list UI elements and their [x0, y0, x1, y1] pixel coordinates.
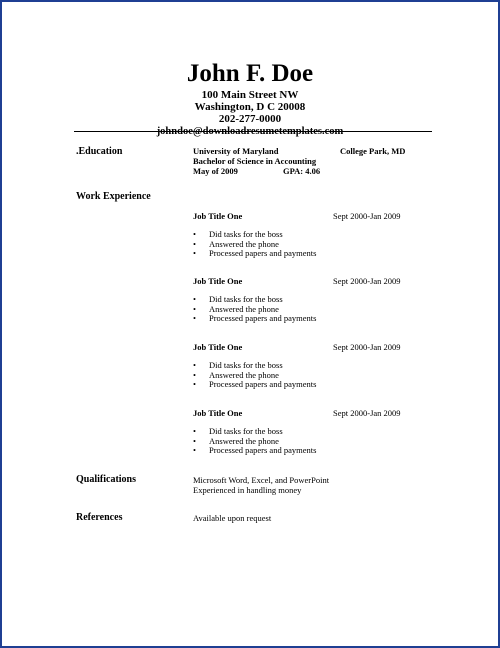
list-item: • Processed papers and payments	[193, 248, 317, 259]
job-title: Job Title One	[193, 408, 243, 418]
job-dates: Sept 2000-Jan 2009	[333, 211, 401, 221]
job-duties-list	[193, 295, 316, 324]
list-item: • Did tasks for the boss	[193, 229, 283, 239]
street-address: 100 Main Street NW	[201, 89, 299, 101]
list-item: • Processed papers and payments	[193, 379, 317, 390]
list-item: • Answered the phone	[193, 303, 279, 314]
list-item: • Answered the phone	[193, 435, 279, 446]
degree: Bachelor of Science in Accounting	[193, 156, 317, 166]
references-heading: References	[76, 512, 123, 523]
school-location: College Park, MD	[340, 146, 406, 156]
candidate-name: John F. Doe	[186, 60, 314, 87]
job-title: Job Title One	[193, 342, 243, 352]
job-dates: Sept 2000-Jan 2009	[333, 276, 401, 286]
job-title: Job Title One	[193, 211, 243, 221]
job-duties-list	[193, 427, 316, 456]
job-title: Job Title One	[193, 276, 243, 286]
email-address: johndoe@downloadresumetemplates.com	[156, 126, 344, 137]
school-name: University of Maryland	[193, 146, 279, 156]
city-state-zip: Washington, D C 20008	[194, 101, 306, 113]
work-experience-heading: Work Experience	[76, 191, 151, 202]
list-item: • Did tasks for the boss	[193, 426, 283, 436]
phone-number: 202-277-0000	[218, 113, 282, 125]
list-item: • Did tasks for the boss	[193, 294, 283, 304]
job-duties-list	[193, 230, 316, 259]
education-heading: .Education	[76, 146, 123, 157]
job-dates: Sept 2000-Jan 2009	[333, 408, 401, 418]
job-dates: Sept 2000-Jan 2009	[333, 342, 401, 352]
list-item: • Processed papers and payments	[193, 445, 317, 456]
graduation-date: May of 2009	[193, 166, 238, 176]
job-duties-list	[193, 361, 316, 390]
references-text: Available upon request	[193, 513, 272, 523]
qualifications-heading: Qualifications	[76, 474, 137, 485]
qualification-line: Experienced in handling money	[193, 485, 302, 495]
list-item: • Answered the phone	[193, 238, 279, 249]
gpa: GPA: 4.06	[283, 166, 321, 176]
header-divider	[74, 131, 432, 132]
list-item: • Answered the phone	[193, 369, 279, 380]
list-item: • Processed papers and payments	[193, 313, 317, 324]
qualification-line: Microsoft Word, Excel, and PowerPoint	[193, 475, 330, 485]
list-item: • Did tasks for the boss	[193, 360, 283, 370]
